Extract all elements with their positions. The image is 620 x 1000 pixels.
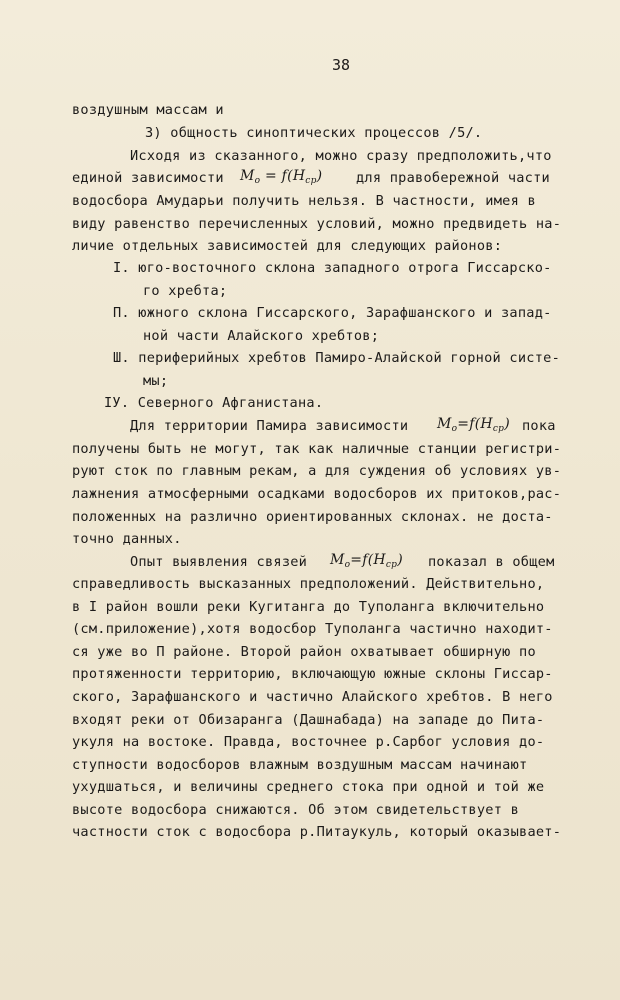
text-line: мы; xyxy=(143,373,169,389)
text-line: пока xyxy=(522,418,556,434)
formula: $M_o=f(H_{ср})$ xyxy=(330,552,403,570)
text-line: ся уже во П районе. Второй район охватывает обширную по xyxy=(72,644,536,660)
text-line: для правобережной части xyxy=(356,170,550,186)
text-line: справедливость высказанных предположений. Действительно, xyxy=(72,576,545,592)
text-line: частности сток с водосбора р.Питаукуль, который оказывает- xyxy=(72,824,562,840)
text-line: высоте водосбора снижаются. Об этом свидетельствует в xyxy=(72,802,520,818)
text-line: воздушным массам и xyxy=(72,102,224,118)
list-item: IУ. Северного Афганистана. xyxy=(104,395,324,411)
text-line: входят реки от Обизаранга (Дашнабада) на западе до Пита- xyxy=(72,712,545,728)
formula: $M_o = f(H_{ср})$ xyxy=(240,168,323,186)
list-item: I. юго-восточного склона западного отрога Гиссарско- xyxy=(113,260,552,276)
text-line: укуля на востоке. Правда, восточнее р.Сарбог условия до- xyxy=(72,734,545,750)
text-line: (см.приложение),хотя водосбор Туполанга частично находит- xyxy=(72,621,553,637)
text-line: руют сток по главным рекам, а для суждения об условиях ув- xyxy=(72,463,562,479)
text-line: единой зависимости xyxy=(72,170,224,186)
text-line: лажнения атмосферными осадками водосборов их притоков,рас- xyxy=(72,486,562,502)
text-line: Опыт выявления связей xyxy=(130,554,308,570)
text-line: протяженности территорию, включающую южные склоны Гиссар- xyxy=(72,666,553,682)
text-line: ского, Зарафшанского и частично Алайского хребтов. В него xyxy=(72,689,553,705)
text-line: ступности водосборов влажным воздушным массам начинают xyxy=(72,757,528,773)
text-line: получены быть не могут, так как наличные станции регистри- xyxy=(72,441,562,457)
page-number: 38 xyxy=(332,56,351,74)
text-line: Исходя из сказанного, можно сразу предположить,что xyxy=(130,148,552,164)
text-line: виду равенство перечисленных условий, можно предвидеть на- xyxy=(72,216,562,232)
text-line: показал в общем xyxy=(428,554,555,570)
text-line: Для территории Памира зависимости xyxy=(130,418,409,434)
text-line: личие отдельных зависимостей для следующих районов: xyxy=(72,238,503,254)
text-line: в I район вошли реки Кугитанга до Туполанга включительно xyxy=(72,599,545,615)
text-line: положенных на различно ориентированных склонах. не доста- xyxy=(72,509,553,525)
formula: $M_o=f(H_{ср})$ xyxy=(437,416,510,434)
list-item: П. южного склона Гиссарского, Зарафшанского и запад- xyxy=(113,305,552,321)
text-line: водосбора Амударьи получить нельзя. В частности, имея в xyxy=(72,193,536,209)
text-line: го хребта; xyxy=(143,283,228,299)
text-line: 3) общность синоптических процессов /5/. xyxy=(145,125,483,141)
text-line: точно данных. xyxy=(72,531,182,547)
text-line: ной части Алайского хребтов; xyxy=(143,328,380,344)
text-line: ухудшаться, и величины среднего стока при одной и той же xyxy=(72,779,545,795)
list-item: Ш. периферийных хребтов Памиро-Алайской горной систе- xyxy=(113,350,561,366)
